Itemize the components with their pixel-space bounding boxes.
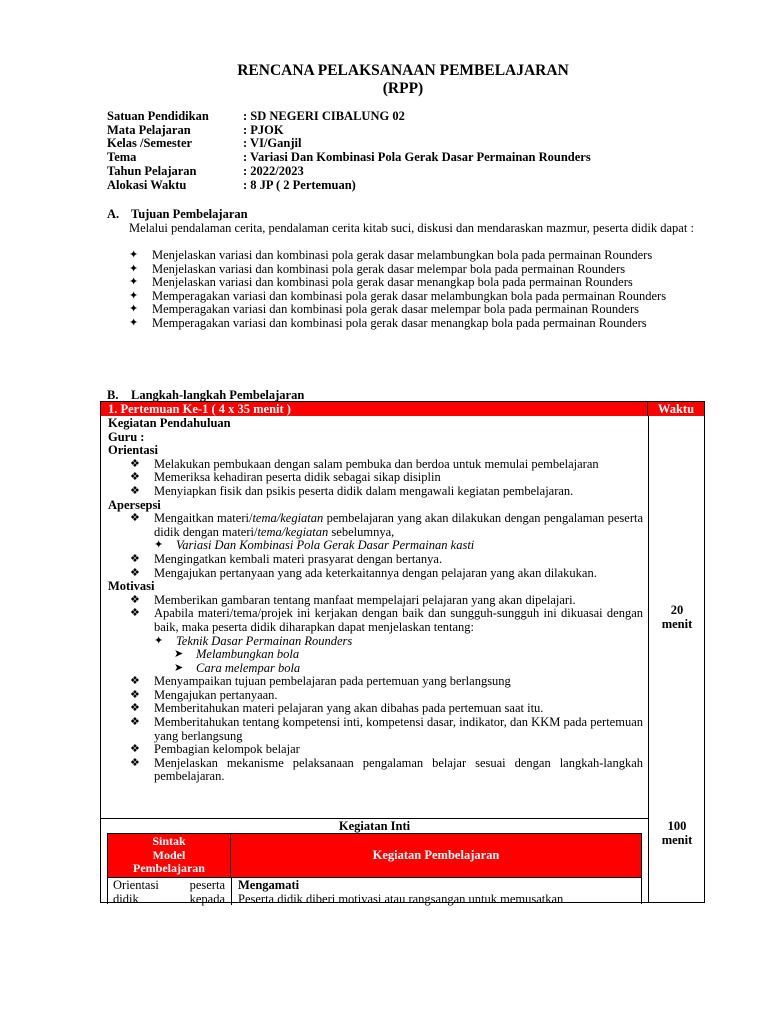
list-item [108, 567, 643, 581]
sintak-header-line: Sintak [152, 834, 186, 848]
list-item-text: Menyiapkan fisik dan psikis peserta didik dalam mengawali kegiatan pembelajaran. [154, 483, 574, 498]
list-item-text: Apabila materi/tema/projek ini kerjakan dengan baik dan sungguh-sungguh ini dikuasai dengan baik, maka peserta didik diharapkan dapat menjelaskan tentang: [154, 606, 643, 634]
identity-label: Kelas /Semester [107, 136, 193, 151]
list-item-text: Memeriksa kehadiran peserta didik sebagai sikap disiplin [154, 470, 441, 485]
cross-bullet-icon: ✦ [154, 539, 164, 552]
section-title: Tujuan Pembelajaran [131, 207, 248, 221]
cell-line [113, 893, 225, 907]
list-item-text: Pembagian kelompok belajar [154, 742, 300, 757]
section-a-heading [107, 207, 248, 222]
identity-row [107, 124, 591, 138]
objectives-list [129, 249, 696, 331]
kegiatan-header: Kegiatan Pembelajaran [231, 834, 641, 877]
cross-bullet-icon: ✦ [129, 276, 139, 289]
table-header-time: Waktu [648, 402, 704, 416]
identity-value: : 2022/2023 [243, 163, 304, 178]
cell-word: peserta [189, 878, 225, 892]
orientasi-heading: Orientasi [108, 443, 158, 458]
list-item [129, 290, 696, 304]
section-title: Langkah-langkah Pembelajaran [131, 388, 305, 402]
time-value: 100 [667, 819, 687, 833]
list-item-text: Memberitahukan tentang kompetensi inti, kompetensi dasar, indikator, dan KKM pada pertemuan yang berlangsung [154, 715, 643, 743]
diamond-bullet-icon: ❖ [130, 743, 140, 756]
row-divider [108, 877, 641, 878]
list-item [108, 512, 643, 539]
diamond-bullet-icon: ❖ [130, 593, 140, 606]
guru-label: Guru : [108, 429, 145, 444]
diamond-bullet-icon: ❖ [130, 457, 140, 470]
text-run: sebelumnya, [328, 524, 395, 539]
column-divider [231, 877, 232, 905]
section-number: B. [107, 388, 119, 402]
identity-row [107, 165, 591, 179]
text-run-italic: tema/kegiatan [252, 511, 324, 526]
arrowhead-bullet-icon: ➤ [174, 648, 184, 661]
list-item [129, 303, 696, 317]
diamond-bullet-icon: ❖ [130, 716, 140, 729]
list-item [108, 675, 643, 689]
arrowhead-bullet-icon: ➤ [174, 661, 184, 674]
document-subtitle: (RPP) [382, 80, 424, 97]
list-item [108, 648, 643, 662]
list-item [129, 317, 696, 331]
cross-bullet-icon: ✦ [129, 262, 139, 275]
lesson-steps-table [100, 401, 705, 906]
list-item [108, 607, 643, 634]
identity-label: Tema [107, 150, 137, 165]
time-value: 20 [670, 603, 684, 617]
identity-label: Alokasi Waktu [107, 177, 187, 192]
cell-line [113, 879, 225, 893]
sintak-cell [113, 879, 225, 906]
list-item-text: Menjelaskan variasi dan kombinasi pola gerak dasar menangkap bola pada permainan Rounders [152, 275, 633, 290]
diamond-bullet-icon: ❖ [130, 756, 140, 769]
kegiatan-cell [238, 879, 636, 906]
diamond-bullet-icon: ❖ [130, 552, 140, 565]
cross-bullet-icon: ✦ [129, 249, 139, 261]
list-item [108, 594, 643, 608]
list-item-text: Menjelaskan variasi dan kombinasi pola gerak dasar melempar bola pada permainan Rounders [152, 261, 626, 276]
list-item [108, 743, 643, 757]
identity-row [107, 137, 591, 151]
sintak-header-line: Model [152, 847, 186, 862]
identity-row [107, 179, 591, 193]
identity-value: : PJOK [243, 122, 284, 137]
list-item [108, 716, 643, 743]
list-item [129, 263, 696, 277]
list-item [108, 471, 643, 485]
list-item-text: Menjelaskan variasi dan kombinasi pola gerak dasar melambungkan bola pada permainan Rounders [152, 248, 653, 262]
diamond-bullet-icon: ❖ [130, 512, 140, 525]
apersepsi-heading: Apersepsi [108, 497, 161, 512]
list-item [108, 458, 643, 472]
list-item [129, 276, 696, 290]
text-run-italic: tema/kegiatan [257, 524, 329, 539]
list-item [108, 702, 643, 716]
cross-bullet-icon: ✦ [129, 316, 139, 329]
motivasi-heading: Motivasi [108, 579, 155, 594]
list-item-text: Mengajukan pertanyaan. [154, 687, 278, 702]
text-run: Mengaitkan materi/ [154, 511, 253, 526]
identity-label: Tahun Pelajaran [107, 163, 197, 178]
list-item-text [154, 512, 643, 539]
time-unit: menit [661, 833, 693, 847]
identity-value: : SD NEGERI CIBALUNG 02 [243, 109, 405, 123]
section-number: A. [107, 207, 120, 221]
time-inti [649, 819, 705, 847]
table-header-meeting: 1. Pertemuan Ke-1 ( 4 x 35 menit ) [101, 402, 648, 416]
sintak-header [108, 834, 231, 877]
identity-value: : VI/Ganjil [243, 136, 302, 151]
list-item-text: Memperagakan variasi dan kombinasi pola gerak dasar melempar bola pada permainan Rounders [152, 302, 639, 317]
cross-bullet-icon: ✦ [129, 303, 139, 316]
cell-word: Orientasi [113, 878, 159, 892]
mengamati-text: Peserta didik diberi motivasi atau rangsangan untuk memusatkan [238, 891, 564, 906]
time-unit: menit [661, 617, 693, 631]
identity-table [107, 110, 591, 192]
diamond-bullet-icon: ❖ [130, 702, 140, 715]
pendahuluan-heading: Kegiatan Pendahuluan [108, 416, 231, 430]
list-item-text: Menjelaskan mekanisme pelaksanaan pengalaman belajar sesuai dengan langkah-langkah pembelajaran. [154, 755, 643, 784]
cross-bullet-icon: ✦ [129, 289, 139, 302]
text-run: pembelajaran yang akan dilakukan dengan pengalaman peserta didik dengan materi/ [154, 511, 644, 539]
list-item [108, 757, 643, 784]
list-item-text: Memberikan gambaran tentang manfaat mempelajari pelajaran yang akan dipelajari. [154, 592, 576, 607]
list-item [108, 539, 643, 553]
identity-value: : 8 JP ( 2 Pertemuan) [243, 177, 356, 192]
mengamati-heading: Mengamati [238, 878, 300, 892]
identity-row [107, 110, 591, 124]
list-item-text: Memperagakan variasi dan kombinasi pola gerak dasar menangkap bola pada permainan Rounders [152, 315, 647, 330]
identity-row [107, 151, 591, 165]
document-title: RENCANA PELAKSANAAN PEMBELAJARAN [237, 62, 569, 79]
inti-inner-table [107, 833, 642, 904]
list-item [108, 635, 643, 649]
list-item [129, 249, 696, 263]
identity-value: : Variasi Dan Kombinasi Pola Gerak Dasar Permainan Rounders [243, 150, 591, 165]
cell-word: didik [113, 891, 139, 906]
list-item [108, 662, 643, 676]
list-item-text: Menyampaikan tujuan pembelajaran pada pertemuan yang berlangsung [154, 674, 511, 689]
diamond-bullet-icon: ❖ [130, 607, 140, 620]
list-item [108, 689, 643, 703]
pendahuluan-cell [108, 417, 643, 784]
diamond-bullet-icon: ❖ [130, 688, 140, 701]
diamond-bullet-icon: ❖ [130, 675, 140, 688]
diamond-bullet-icon: ❖ [130, 484, 140, 497]
time-pendahuluan [649, 603, 705, 631]
list-item-text: Melambungkan bola [196, 647, 300, 662]
sintak-header-line: Pembelajaran [133, 861, 205, 875]
cross-bullet-icon: ✦ [154, 634, 164, 647]
list-item-text: Teknik Dasar Permainan Rounders [176, 633, 353, 648]
identity-label: Mata Pelajaran [107, 122, 191, 137]
list-item-text: Cara melempar bola [196, 660, 301, 675]
list-item-text: Variasi Dan Kombinasi Pola Gerak Dasar Permainan kasti [176, 538, 475, 553]
list-item [108, 553, 643, 567]
cell-word: kepada [189, 891, 225, 906]
inti-heading: Kegiatan Inti [338, 819, 411, 833]
list-item-text: Memberitahukan materi pelajaran yang akan dibahas pada pertemuan saat itu. [154, 701, 544, 716]
list-item-text: Melakukan pembukaan dengan salam pembuka dan berdoa untuk memulai pembelajaran [154, 456, 599, 471]
list-item-text: Mengingatkan kembali materi prasyarat dengan bertanya. [154, 551, 443, 566]
diamond-bullet-icon: ❖ [130, 471, 140, 484]
list-item-text: Mengajukan pertanyaan yang ada keterkaitannya dengan pelajaran yang akan dilakukan. [154, 565, 597, 580]
list-item [108, 485, 643, 499]
section-a-intro: Melalui pendalaman cerita, pendalaman cerita kitab suci, diskusi dan mendaraskan mazmur, peserta didik dapat : [129, 221, 694, 235]
list-item-text: Memperagakan variasi dan kombinasi pola gerak dasar melambungkan bola pada permainan Rounders [152, 288, 667, 303]
diamond-bullet-icon: ❖ [130, 566, 140, 579]
identity-label: Satuan Pendidikan [107, 109, 209, 123]
